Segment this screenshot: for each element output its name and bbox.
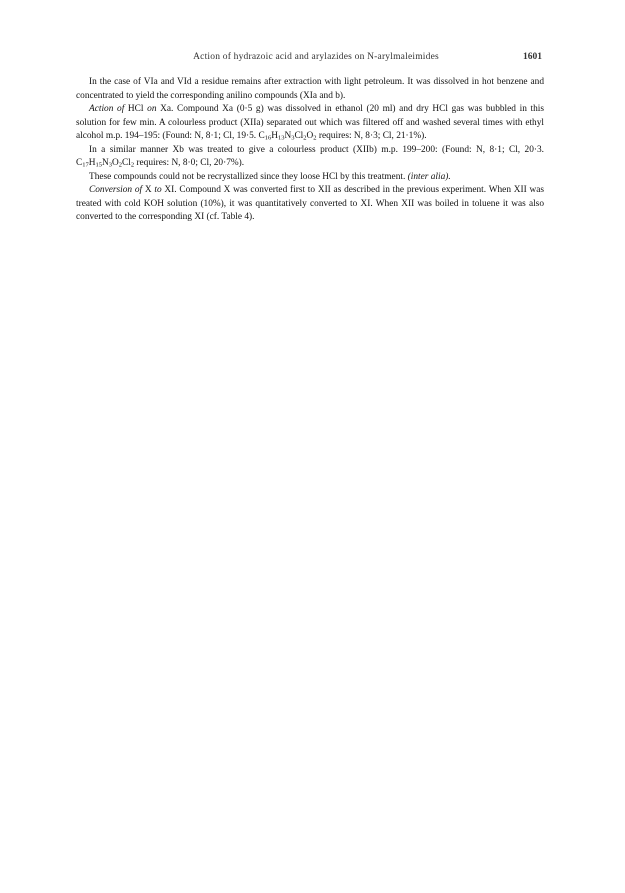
formula-subscript: 17: [82, 161, 89, 169]
paragraph-text: In a similar manner Xb was treated to give a colourless product (XIIb) m.p. 199–200: (Found: N, 8·1; Cl, 20·3. C: [76, 144, 544, 168]
paragraph-recrystallization-note: [76, 171, 544, 185]
paragraph-text: requires: N, 8·0; Cl, 20·7%).: [134, 158, 245, 168]
formula-element: O: [111, 158, 119, 168]
formula-element: Cl: [294, 131, 304, 141]
formula-subscript: 2: [130, 161, 135, 169]
paragraph-action-of-hcl: [76, 103, 544, 144]
section-heading: to: [154, 185, 162, 195]
paragraph-text: requires: N, 8·3; Cl, 21·1%).: [316, 131, 427, 141]
section-heading-compound: XI.: [161, 185, 177, 195]
body-text: [76, 76, 544, 225]
paragraph-residue-extraction: [76, 76, 544, 103]
paragraph-text: In the case of VIa and VId a residue remains after extraction with light petroleum. It was dissolved in hot benzene and concentrated to yield the corresponding anilino compounds (XIa and b).: [76, 77, 544, 101]
section-heading: on: [147, 104, 157, 114]
paragraph-text: These compounds could not be recrystallized since they loose HCl by this treatment.: [89, 171, 408, 182]
running-head: [90, 50, 542, 64]
paragraph-text: Compound Xa (0·5 g) was dissolved in ethanol (20 ml) and dry HCl gas was bubbled in this solution for few min. A colourless product (XIIa) separated out which was filtered off and washed several times with ethyl alcohol m.p. 194–195: (Found: N, 8·1; Cl, 19·5. C: [76, 104, 545, 141]
page-number: 1601: [523, 52, 542, 62]
running-title: Action of hydrazoic acid and arylazides on N-arylmaleimides: [193, 52, 439, 62]
section-heading-compound: X: [144, 185, 155, 195]
formula-subscript: 3: [291, 134, 295, 142]
formula-element: O: [306, 131, 314, 141]
formula-subscript: 16: [264, 134, 272, 142]
section-heading: of: [132, 185, 145, 195]
paragraph-conversion: [76, 184, 544, 225]
formula-element: H: [88, 158, 96, 168]
formula-element: N: [284, 131, 292, 141]
paragraph-text: Compound X was converted first to XII as described in the previous experiment. When XII was treated with cold KOH solution (10%), it was quantitatively converted to XI. When XII was boiled in toluene it was also converted to the corresponding XI (cf. Table 4).: [76, 185, 544, 222]
formula-subscript: 2: [313, 134, 317, 142]
formula-subscript: 13: [277, 134, 285, 142]
formula-subscript: 3: [108, 161, 112, 169]
section-heading-reagent: HCl: [124, 104, 148, 114]
formula-subscript: 15: [95, 161, 102, 169]
formula-element: H: [271, 131, 278, 141]
section-heading: Conversion: [89, 185, 133, 195]
paragraph-similar-manner: [76, 144, 544, 171]
formula-element: Cl: [121, 158, 131, 168]
formula-subscript: 2: [303, 134, 307, 142]
section-heading: Action of: [89, 104, 125, 114]
section-heading-compound: Xa.: [156, 104, 174, 114]
formula-subscript: 2: [118, 161, 122, 169]
formula-element: N: [101, 158, 109, 168]
inter-alia-note: (inter alia).: [407, 171, 451, 182]
